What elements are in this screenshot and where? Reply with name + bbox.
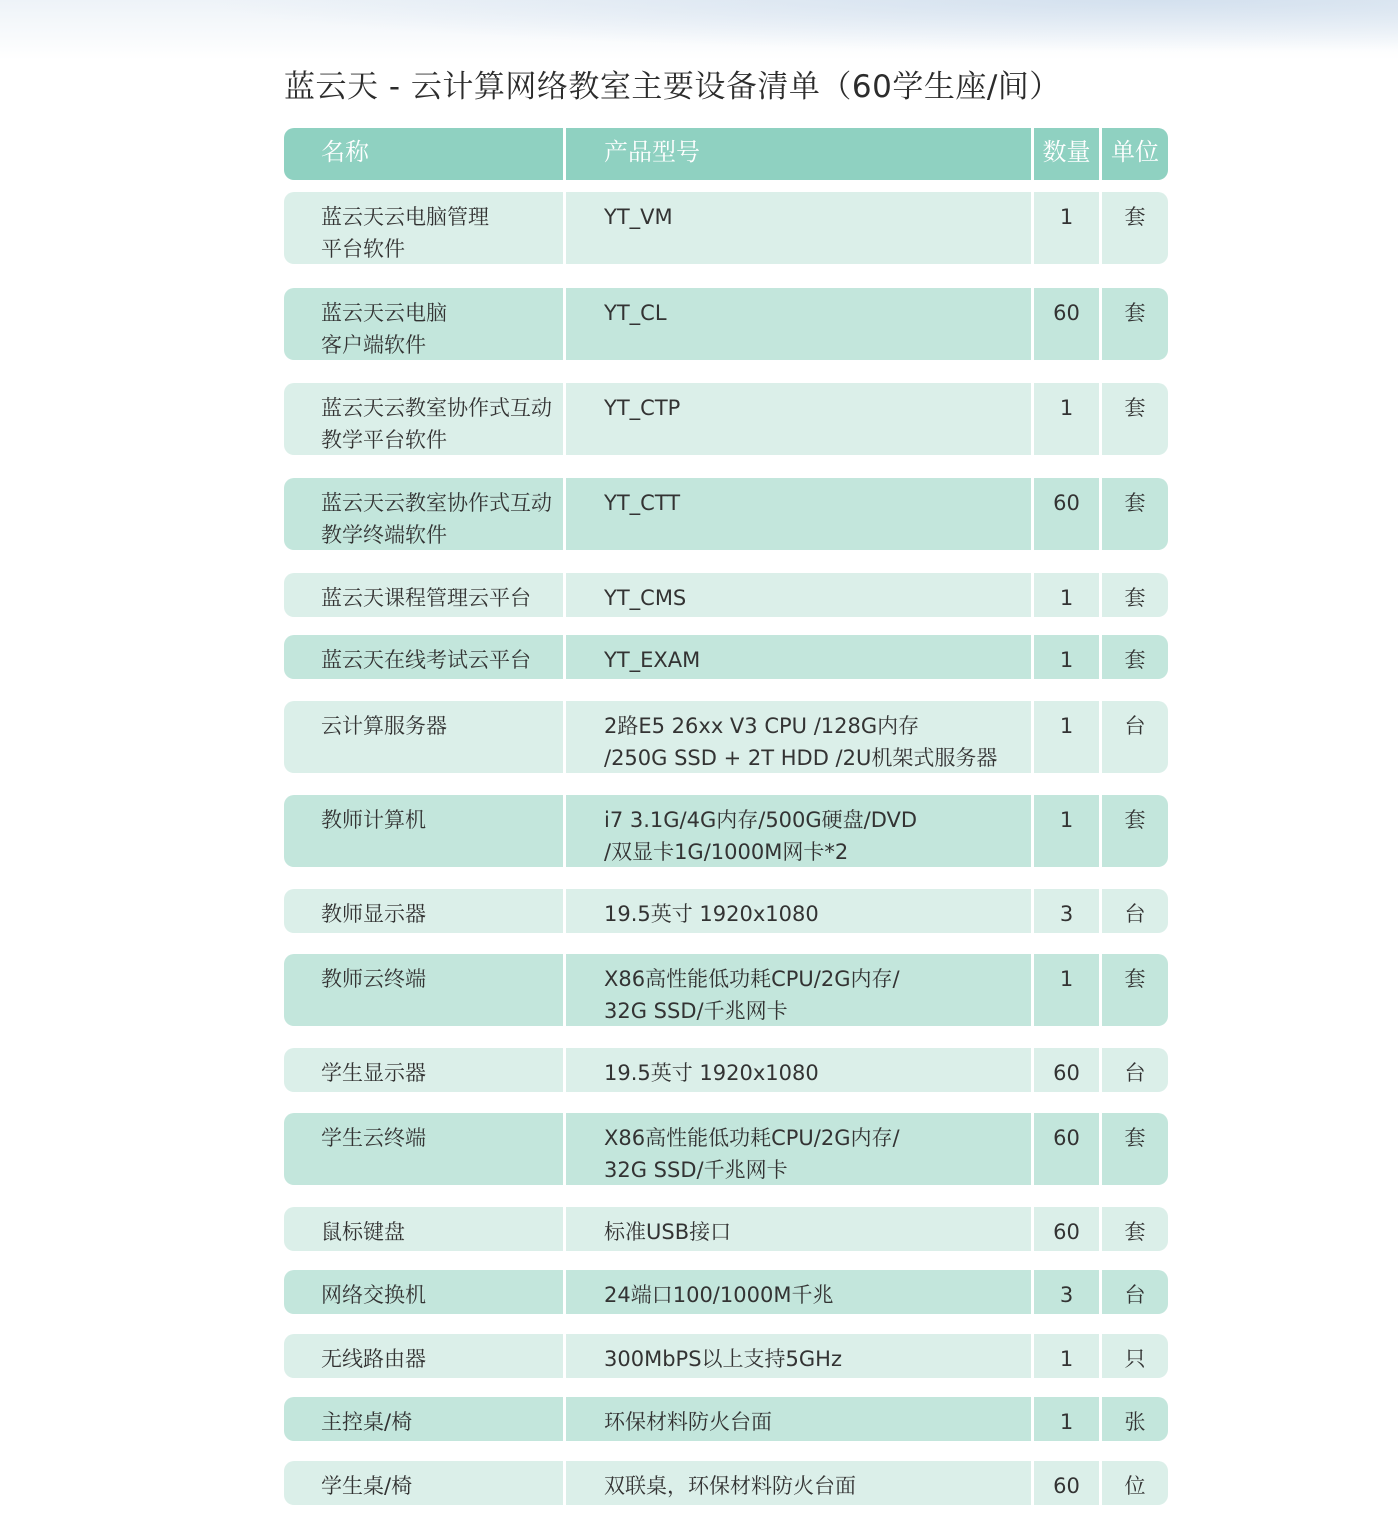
item-name-line: 教师计算机 [321,808,426,832]
table-row [284,701,1168,773]
item-unit: 套 [1124,396,1146,420]
table-row [284,1397,1168,1441]
item-quantity: 3 [1059,1283,1074,1307]
item-name-line: 网络交换机 [321,1283,426,1307]
item-model [566,889,1031,933]
item-model [566,1207,1031,1251]
item-model-line: YT_CTP [604,396,681,420]
item-model-line: X86高性能低功耗CPU/2G内存/ [604,967,900,991]
item-quantity: 1 [1059,714,1074,738]
item-name [284,1113,563,1185]
item-name-line: 教师显示器 [321,902,426,926]
item-unit: 套 [1124,205,1146,229]
item-model-line: 标准USB接口 [604,1220,732,1244]
item-model-line: 32G SSD/千兆网卡 [604,1158,788,1182]
item-name-line: 蓝云天课程管理云平台 [321,586,531,610]
item-name-line: 云计算服务器 [321,714,447,738]
item-model [566,701,1031,773]
item-model [566,954,1031,1026]
item-quantity: 60 [1053,1474,1080,1498]
table-row [284,795,1168,867]
item-quantity: 60 [1053,301,1080,325]
item-name-line: 教师云终端 [321,967,426,991]
item-model-line: YT_CTT [604,491,681,515]
item-unit: 张 [1124,1410,1146,1434]
item-unit: 台 [1124,714,1146,738]
item-quantity: 60 [1053,1220,1080,1244]
item-name-line: 蓝云天在线考试云平台 [321,648,531,672]
item-name-line: 客户端软件 [321,333,426,357]
item-name [284,954,563,1026]
item-name [284,795,563,867]
item-unit: 套 [1124,301,1146,325]
item-model [566,573,1031,617]
item-quantity: 1 [1059,967,1074,991]
table-row [284,1048,1168,1092]
table-row [284,478,1168,550]
table-row [284,573,1168,617]
item-quantity: 60 [1053,1126,1080,1150]
item-model-line: 300MbPS以上支持5GHz [604,1347,842,1371]
item-name [284,192,563,264]
item-unit: 套 [1124,491,1146,515]
item-quantity: 1 [1059,808,1074,832]
item-name-line: 蓝云天云教室协作式互动 [321,491,552,515]
item-unit: 套 [1124,1126,1146,1150]
item-name-line: 平台软件 [321,237,405,261]
table-header [284,128,1168,180]
table-row [284,192,1168,264]
table-row [284,1113,1168,1185]
item-name [284,1397,563,1441]
item-unit: 套 [1124,648,1146,672]
item-unit: 台 [1124,1283,1146,1307]
item-model [566,1048,1031,1092]
item-quantity: 1 [1059,205,1074,229]
table-row [284,954,1168,1026]
item-name-line: 教学平台软件 [321,428,447,452]
item-unit: 位 [1124,1474,1146,1498]
item-name-line: 蓝云天云电脑管理 [321,205,489,229]
item-name [284,383,563,455]
header-unit: 单位 [1111,138,1159,166]
item-model-line: 双联桌，环保材料防火台面 [604,1474,856,1498]
item-unit: 套 [1124,808,1146,832]
item-name [284,1207,563,1251]
item-model-line: 2路E5 26xx V3 CPU /128G内存 [604,714,920,738]
header-qty: 数量 [1042,138,1091,166]
table-row [284,288,1168,360]
item-name-line: 蓝云天云电脑 [321,301,447,325]
item-model [566,1461,1031,1505]
item-unit: 只 [1124,1347,1146,1371]
item-quantity: 60 [1053,491,1080,515]
item-name [284,288,563,360]
item-quantity: 1 [1059,1347,1074,1371]
item-quantity: 3 [1059,902,1074,926]
item-model [566,288,1031,360]
item-quantity: 1 [1059,396,1074,420]
top-decoration-highlight [200,0,1398,52]
item-name [284,1270,563,1314]
item-model [566,1334,1031,1378]
item-quantity: 1 [1059,648,1074,672]
item-model [566,192,1031,264]
table-row [284,383,1168,455]
table-row [284,1207,1168,1251]
item-model [566,1270,1031,1314]
table-row [284,889,1168,933]
item-name-line: 无线路由器 [321,1347,426,1371]
item-unit: 套 [1124,586,1146,610]
header-name: 名称 [321,138,369,166]
item-name [284,1461,563,1505]
item-model-line: YT_EXAM [604,648,701,672]
page-title: 蓝云天 - 云计算网络教室主要设备清单（60学生座/间） [284,69,1061,105]
table-row [284,1334,1168,1378]
item-quantity: 60 [1053,1061,1080,1085]
item-unit: 套 [1124,1220,1146,1244]
item-model-line: 19.5英寸 1920x1080 [604,902,819,926]
item-model-line: 环保材料防火台面 [604,1410,772,1434]
table-row [284,1461,1168,1505]
item-name-line: 主控桌/椅 [321,1410,413,1434]
item-model-line: /250G SSD + 2T HDD /2U机架式服务器 [604,746,998,770]
item-model [566,478,1031,550]
item-name [284,1334,563,1378]
item-model-line: /双显卡1G/1000M网卡*2 [604,840,849,864]
item-model [566,1397,1031,1441]
item-name-line: 学生云终端 [321,1126,426,1150]
item-name [284,573,563,617]
item-unit: 套 [1124,967,1146,991]
item-name-line: 教学终端软件 [321,523,447,547]
item-model-line: YT_VM [604,205,673,229]
item-quantity: 1 [1059,1410,1074,1434]
item-model-line: YT_CL [604,301,667,325]
item-quantity: 1 [1059,586,1074,610]
item-name [284,1048,563,1092]
item-name [284,478,563,550]
item-name [284,889,563,933]
item-unit: 台 [1124,902,1146,926]
item-name [284,701,563,773]
item-model-line: 32G SSD/千兆网卡 [604,999,788,1023]
item-model-line: X86高性能低功耗CPU/2G内存/ [604,1126,900,1150]
table-row [284,635,1168,679]
item-model-line: 24端口100/1000M千兆 [604,1283,834,1307]
item-name [284,635,563,679]
item-model-line: i7 3.1G/4G内存/500G硬盘/DVD [604,808,918,832]
item-name-line: 鼠标键盘 [321,1220,405,1244]
header-model: 产品型号 [604,138,700,166]
table-row [284,1270,1168,1314]
item-model-line: 19.5英寸 1920x1080 [604,1061,819,1085]
item-name-line: 学生显示器 [321,1061,426,1085]
item-model [566,1113,1031,1185]
item-name-line: 学生桌/椅 [321,1474,413,1498]
item-model [566,635,1031,679]
item-model-line: YT_CMS [604,586,687,610]
item-model [566,795,1031,867]
item-name-line: 蓝云天云教室协作式互动 [321,396,552,420]
item-unit: 台 [1124,1061,1146,1085]
item-model [566,383,1031,455]
